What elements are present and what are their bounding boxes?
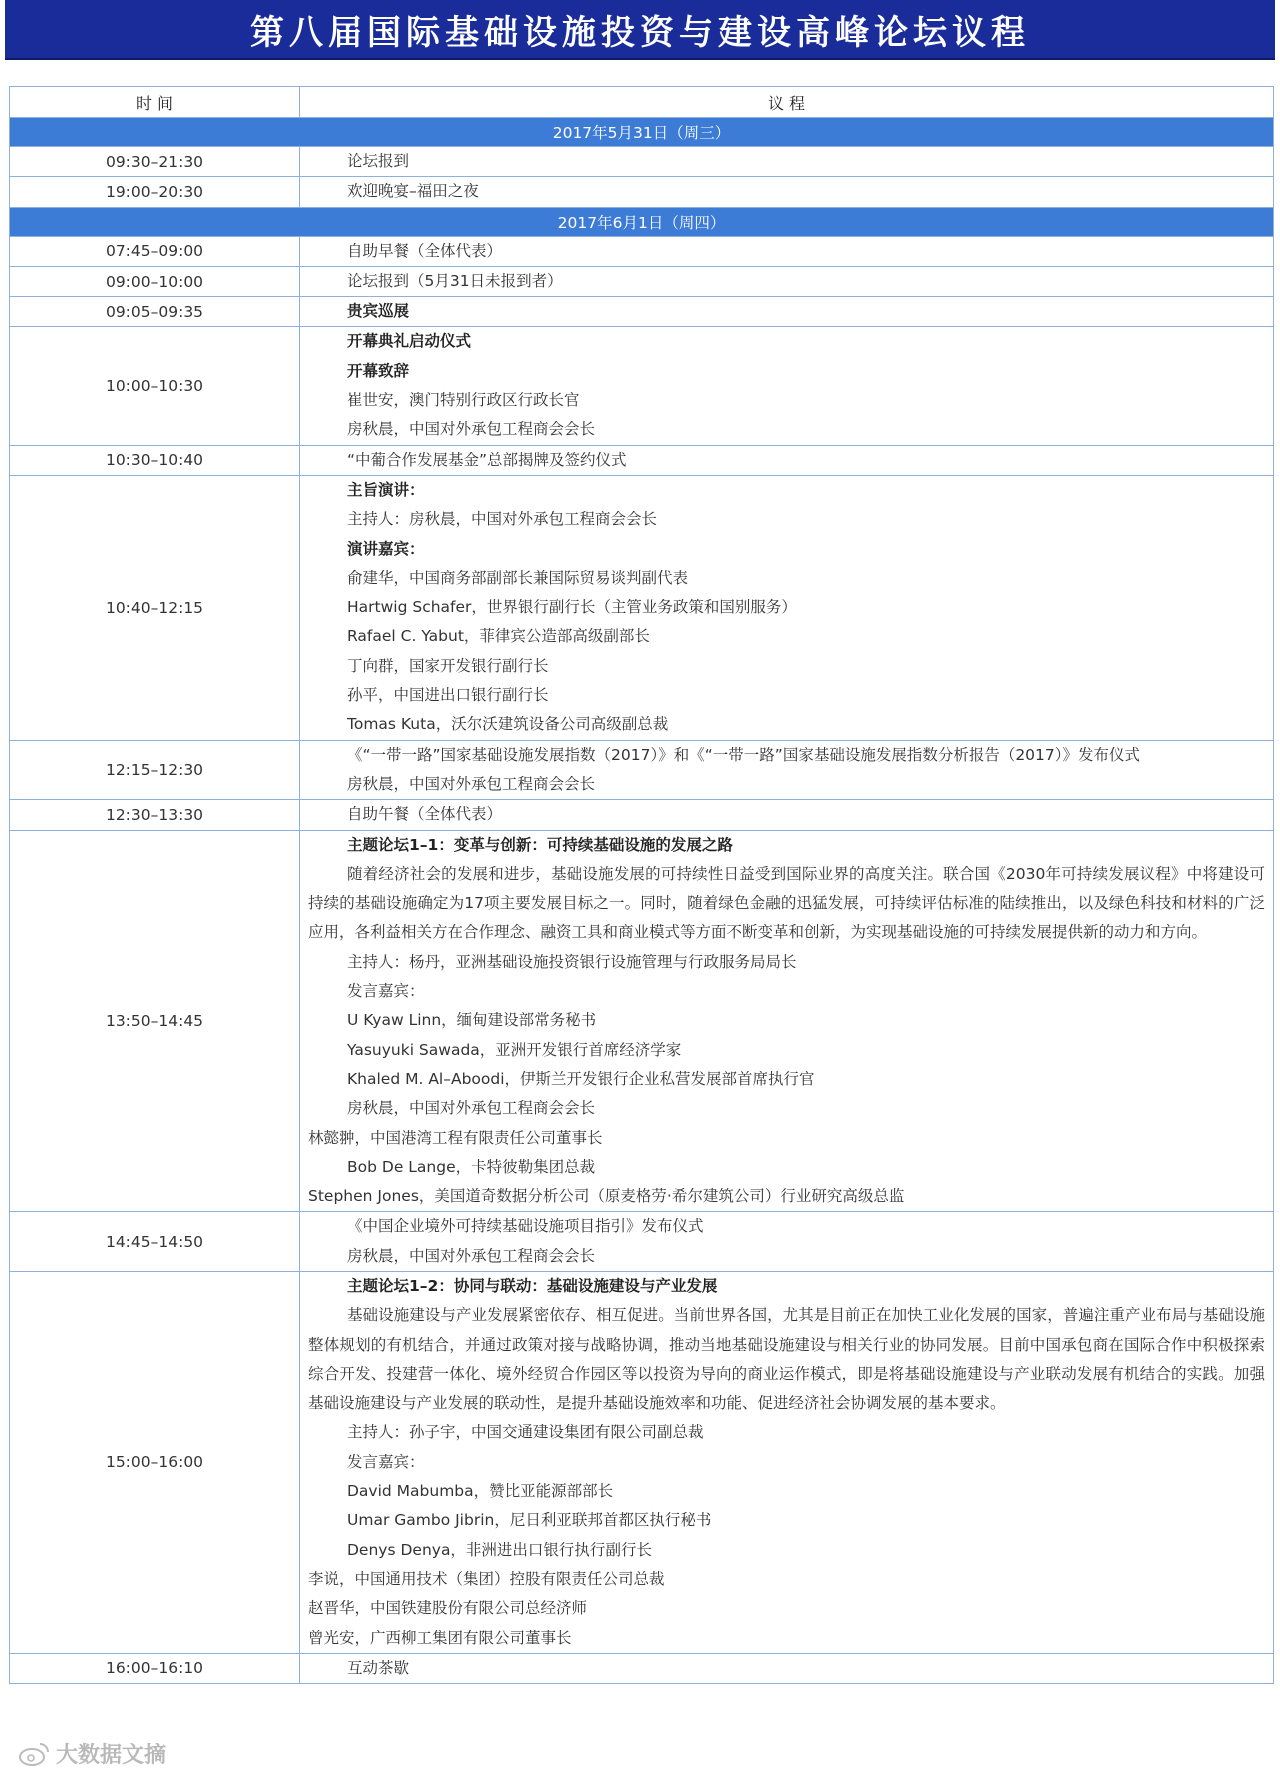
header-agenda: 议 程 xyxy=(300,87,1274,118)
session-row xyxy=(10,740,1274,800)
session-time: 12:30–13:30 xyxy=(10,800,300,830)
session-row xyxy=(10,800,1274,830)
session-row xyxy=(10,1271,1274,1653)
program-line: 崔世安，澳门特别行政区行政长官 xyxy=(347,391,580,410)
session-time: 10:40–12:15 xyxy=(10,475,300,740)
program-line: “中葡合作发展基金”总部揭牌及签约仪式 xyxy=(347,450,627,469)
session-program xyxy=(300,177,1274,207)
program-line: 主题论坛1–1：变革与创新：可持续基础设施的发展之路 xyxy=(347,835,733,854)
program-line: 发言嘉宾： xyxy=(347,982,425,1001)
program-line: 开幕典礼启动仪式 xyxy=(347,332,472,351)
program-line: 《“一带一路”国家基础设施发展指数（2017）》和《“一带一路”国家基础设施发展指数分析报告（2017）》发布仪式 xyxy=(347,745,1141,764)
program-line: 林懿翀，中国港湾工程有限责任公司董事长 xyxy=(308,1128,603,1147)
program-line: 发言嘉宾： xyxy=(347,1452,425,1471)
program-line: 丁向群，国家开发银行副行长 xyxy=(347,656,549,675)
session-row xyxy=(10,445,1274,475)
session-time: 14:45–14:50 xyxy=(10,1212,300,1272)
program-line: Umar Gambo Jibrin，尼日利亚联邦首都区执行秘书 xyxy=(347,1511,712,1530)
session-row xyxy=(10,147,1274,177)
session-row xyxy=(10,297,1274,327)
program-line: Denys Denya，非洲进出口银行执行副行长 xyxy=(347,1540,652,1559)
date-row xyxy=(10,207,1274,236)
program-line: 俞建华，中国商务部副部长兼国际贸易谈判副代表 xyxy=(347,568,689,587)
session-program xyxy=(300,236,1274,266)
session-program xyxy=(300,740,1274,800)
watermark xyxy=(18,1738,166,1769)
session-time: 19:00–20:30 xyxy=(10,177,300,207)
session-program xyxy=(300,327,1274,445)
header-time: 时 间 xyxy=(10,87,300,118)
session-time: 07:45–09:00 xyxy=(10,236,300,266)
program-line: 自助早餐（全体代表） xyxy=(347,241,503,260)
session-row xyxy=(10,177,1274,207)
program-line: 自助午餐（全体代表） xyxy=(347,805,503,824)
program-line: Rafael C. Yabut，菲律宾公造部高级副部长 xyxy=(347,627,650,646)
program-line: Yasuyuki Sawada，亚洲开发银行首席经济学家 xyxy=(347,1040,682,1059)
session-time: 16:00–16:10 xyxy=(10,1653,300,1683)
session-time: 12:15–12:30 xyxy=(10,740,300,800)
session-program xyxy=(300,1271,1274,1653)
session-row xyxy=(10,1653,1274,1683)
agenda-body xyxy=(10,118,1274,1684)
session-time: 10:00–10:30 xyxy=(10,327,300,445)
program-line: 主持人：杨丹，亚洲基础设施投资银行设施管理与行政服务局局长 xyxy=(347,952,797,971)
program-line: Hartwig Schafer，世界银行副行长（主管业务政策和国别服务） xyxy=(347,598,797,617)
program-line: Stephen Jones，美国道奇数据分析公司（原麦格劳·希尔建筑公司）行业研究高级总监 xyxy=(308,1187,905,1206)
session-time: 13:50–14:45 xyxy=(10,830,300,1212)
program-line: 论坛报到 xyxy=(347,152,410,170)
session-row xyxy=(10,475,1274,740)
program-line: 李说，中国通用技术（集团）控股有限责任公司总裁 xyxy=(308,1569,665,1588)
session-time: 10:30–10:40 xyxy=(10,445,300,475)
program-line: 房秋晨，中国对外承包工程商会会长 xyxy=(347,774,596,793)
program-line: 主旨演讲： xyxy=(347,480,425,499)
session-time: 09:30–21:30 xyxy=(10,147,300,177)
program-line: Bob De Lange，卡特彼勒集团总裁 xyxy=(347,1157,596,1176)
session-time: 15:00–16:00 xyxy=(10,1271,300,1653)
program-line: 演讲嘉宾： xyxy=(347,539,425,558)
program-line: David Mabumba，赞比亚能源部部长 xyxy=(347,1482,614,1501)
program-line: Tomas Kuta，沃尔沃建筑设备公司高级副总裁 xyxy=(347,715,669,734)
session-program xyxy=(300,1212,1274,1272)
session-row xyxy=(10,1212,1274,1272)
program-line: 主持人：房秋晨，中国对外承包工程商会会长 xyxy=(347,510,658,529)
session-time: 09:05–09:35 xyxy=(10,297,300,327)
program-line: 论坛报到（5月31日未报到者） xyxy=(347,271,563,290)
session-row xyxy=(10,266,1274,296)
program-line: U Kyaw Linn，缅甸建设部常务秘书 xyxy=(347,1011,597,1030)
title-banner xyxy=(5,0,1275,60)
session-program xyxy=(300,800,1274,830)
program-line: 《中国企业境外可持续基础设施项目指引》发布仪式 xyxy=(347,1217,704,1236)
session-row xyxy=(10,830,1274,1212)
session-program xyxy=(300,266,1274,296)
weibo-logo-icon xyxy=(18,1741,50,1767)
header-row xyxy=(10,87,1274,118)
program-line: 欢迎晚宴–福田之夜 xyxy=(347,182,479,201)
program-line: 曾光安，广西柳工集团有限公司董事长 xyxy=(308,1628,572,1647)
program-line: Khaled M. Al–Aboodi，伊斯兰开发银行企业私营发展部首席执行官 xyxy=(347,1069,815,1088)
program-line: 房秋晨，中国对外承包工程商会会长 xyxy=(347,1246,596,1265)
program-line: 孙平，中国进出口银行副行长 xyxy=(347,686,549,705)
session-program xyxy=(300,297,1274,327)
session-program xyxy=(300,830,1274,1212)
session-description: 随着经济社会的发展和进步，基础设施发展的可持续性日益受到国际业界的高度关注。联合国《2030年可持续发展议程》中将建设可持续的基础设施确定为17项主要发展目标之一。同时，随着绿色金融的迅猛发展，可持续评估标准的陆续推出，以及绿色科技和材料的广泛应用，各利益相关方在合作理念、融资工具和商业模式等方面不断变革和创新，为实现基础设施的可持续发展提供新的动力和方向。 xyxy=(308,864,1265,942)
program-line: 互动茶歇 xyxy=(347,1658,410,1677)
program-line: 主持人：孙子宇，中国交通建设集团有限公司副总裁 xyxy=(347,1423,704,1442)
date-heading: 2017年5月31日（周三） xyxy=(10,118,1274,147)
session-time: 09:00–10:00 xyxy=(10,266,300,296)
date-heading: 2017年6月1日（周四） xyxy=(10,207,1274,236)
program-line: 房秋晨，中国对外承包工程商会会长 xyxy=(347,420,596,439)
program-line: 开幕致辞 xyxy=(347,361,410,380)
agenda-table xyxy=(9,86,1274,1684)
program-line: 赵晋华，中国铁建股份有限公司总经济师 xyxy=(308,1599,588,1618)
program-line: 贵宾巡展 xyxy=(347,302,410,321)
session-program xyxy=(300,1653,1274,1683)
session-row xyxy=(10,236,1274,266)
session-description: 基础设施建设与产业发展紧密依存、相互促进。当前世界各国，尤其是目前正在加快工业化发展的国家，普遍注重产业布局与基础设施整体规划的有机结合，并通过政策对接与战略协调，推动当地基础设施建设与相关行业的协同发展。目前中国承包商在国际合作中积极探索综合开发、投建营一体化、境外经贸合作园区等以投资为导向的商业运作模式，即是将基础设施建设与产业联动发展有机结合的实践。加强基础设施建设与产业发展的联动性，是提升基础设施效率和功能、促进经济社会协调发展的基本要求。 xyxy=(308,1306,1265,1413)
watermark-text: 大数据文摘 xyxy=(56,1743,167,1768)
date-row xyxy=(10,118,1274,147)
session-row xyxy=(10,327,1274,445)
session-program xyxy=(300,147,1274,177)
session-program xyxy=(300,445,1274,475)
session-program xyxy=(300,475,1274,740)
program-line: 主题论坛1–2：协同与联动：基础设施建设与产业发展 xyxy=(347,1276,718,1295)
page-title: 第八届国际基础设施投资与建设高峰论坛议程 xyxy=(250,12,1030,53)
program-line: 房秋晨，中国对外承包工程商会会长 xyxy=(347,1099,596,1118)
